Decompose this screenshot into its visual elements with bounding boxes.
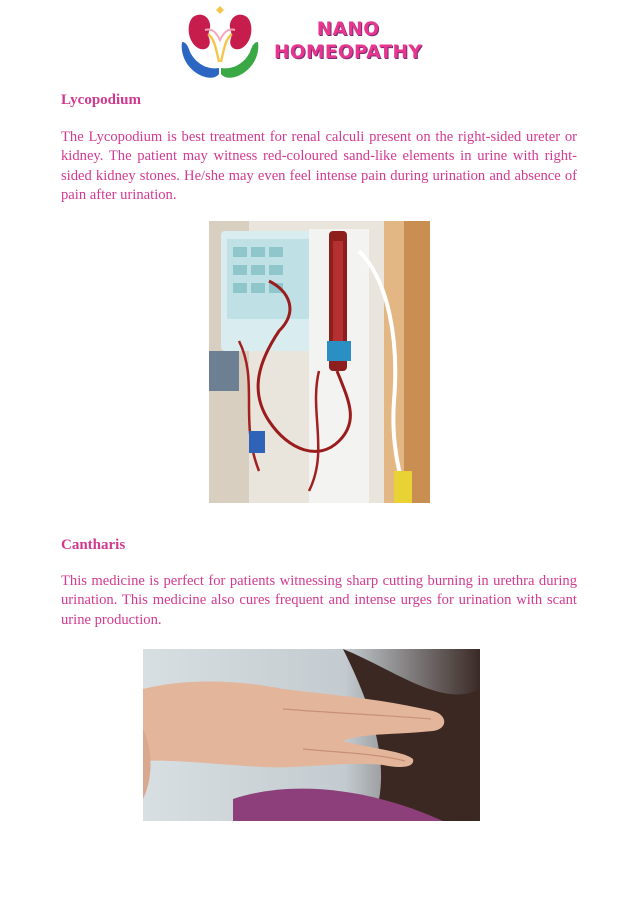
section-body-cantharis: This medicine is perfect for patients witnessing sharp cutting burning in urethra during urination. This medicine also cures frequent and intense urges for urination with scant urine production. bbox=[61, 573, 577, 628]
brand-name bbox=[274, 18, 422, 64]
section-heading-cantharis: Cantharis bbox=[61, 537, 126, 553]
section-body-lycopodium: The Lycopodium is best treatment for renal calculi present on the right-sided ureter or kidney. The patient may witness red-coloured sand-like elements in urine with right-sided kidney stones. He/she may even feel intense pain during urination and absence of pain after urination. bbox=[61, 129, 577, 204]
brand-line-2: HOMEOPATHY bbox=[274, 42, 423, 63]
hand-on-back-pain-photo bbox=[143, 649, 480, 821]
dialysis-machine-photo bbox=[209, 221, 430, 503]
brand-line-1: NANO bbox=[316, 19, 380, 40]
brand-logo bbox=[178, 4, 440, 82]
kidneys-in-hands-logo-icon bbox=[178, 4, 262, 82]
section-heading-lycopodium: Lycopodium bbox=[61, 92, 142, 108]
